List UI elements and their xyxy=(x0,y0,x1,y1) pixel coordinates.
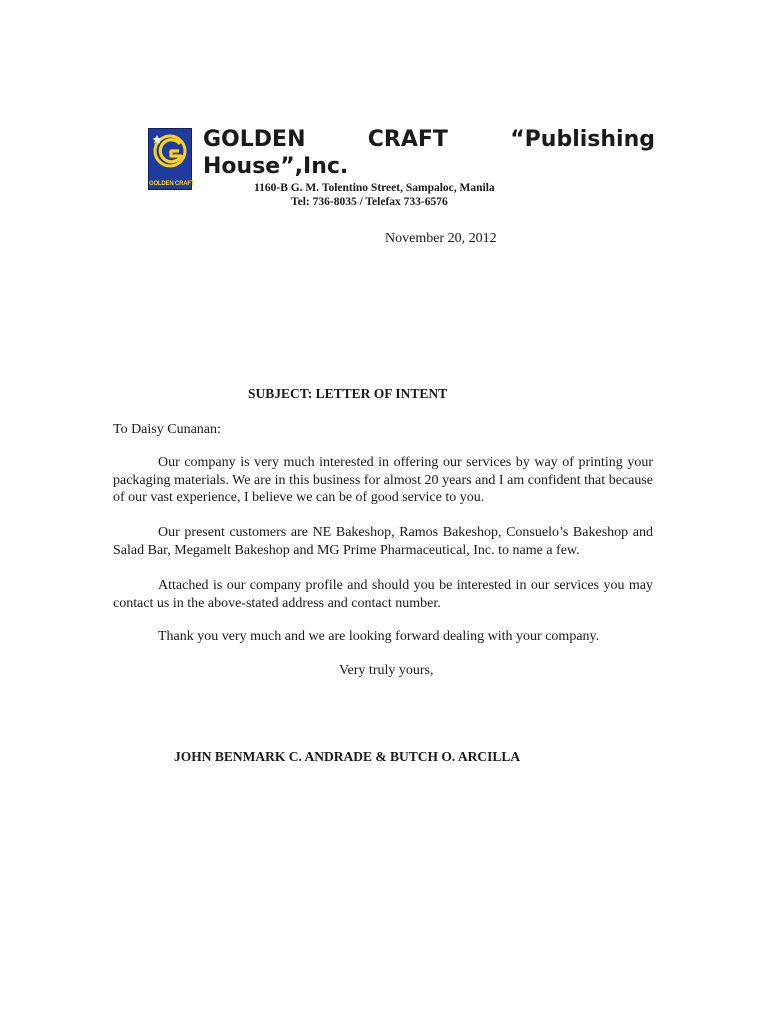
golden-craft-logo xyxy=(148,128,195,190)
logo-caption: GOLDEN CRAFT xyxy=(149,181,195,187)
body-paragraph: Thank you very much and we are looking forward dealing with your company. xyxy=(158,629,600,644)
company-contact: Tel: 736-8035 / Telefax 733-6576 xyxy=(291,196,448,208)
company-name-line-1 xyxy=(203,126,655,153)
company-name-line-2: House”,Inc. xyxy=(203,154,349,179)
company-name-word: CRAFT xyxy=(367,127,448,152)
company-name-word: GOLDEN xyxy=(203,127,306,152)
company-name xyxy=(203,126,655,180)
company-name-word: “Publishing xyxy=(510,127,655,152)
letter-signatories: JOHN BENMARK C. ANDRADE & BUTCH O. ARCILLA xyxy=(174,749,521,764)
company-address: 1160-B G. M. Tolentino Street, Sampaloc, Manila xyxy=(254,182,495,194)
letter-date: November 20, 2012 xyxy=(385,231,497,246)
letter-closing: Very truly yours, xyxy=(339,663,434,678)
body-paragraph: Attached is our company profile and should you be interested in our services you may contact us in the above-stated address and contact number. xyxy=(113,578,653,611)
logo-g-emblem-icon xyxy=(149,129,191,179)
body-paragraph: Our company is very much interested in offering our services by way of printing your packaging materials. We are in this business for almost 20 years and I am confident that because of our vast experience, I believe we can be of good service to you. xyxy=(113,455,653,505)
letter-salutation: To Daisy Cunanan: xyxy=(113,422,221,437)
body-paragraph: Our present customers are NE Bakeshop, Ramos Bakeshop, Consuelo’s Bakeshop and Salad Bar, Megamelt Bakeshop and MG Prime Pharmaceutical, Inc. to name a few. xyxy=(113,525,653,558)
letter-subject: SUBJECT: LETTER OF INTENT xyxy=(248,386,448,401)
